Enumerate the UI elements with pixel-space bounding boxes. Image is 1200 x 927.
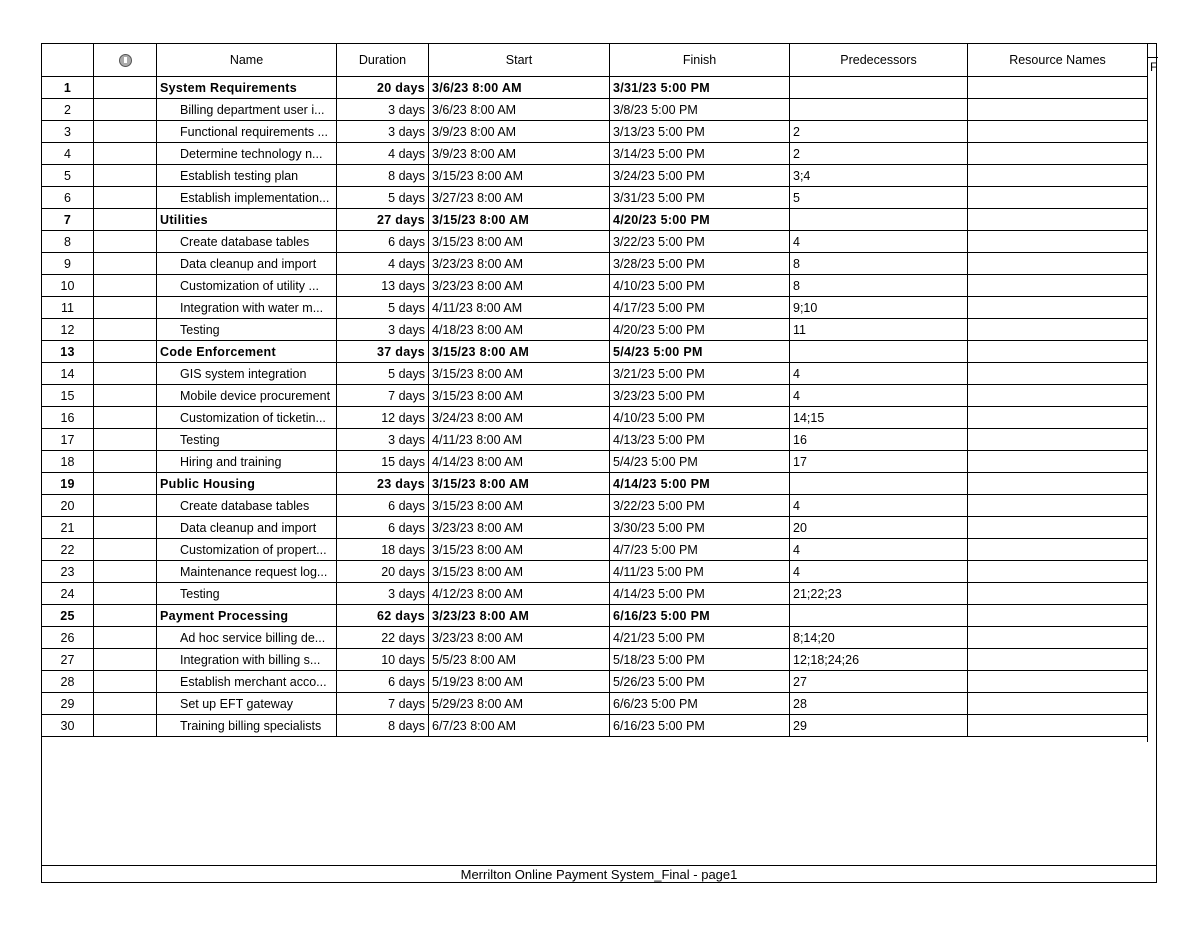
task-duration[interactable]: 20 days — [337, 561, 429, 583]
task-start[interactable]: 5/29/23 8:00 AM — [429, 693, 610, 715]
task-row[interactable] — [42, 671, 1148, 693]
task-resources[interactable] — [968, 187, 1148, 209]
summary-task-row[interactable] — [42, 605, 1148, 627]
task-resources[interactable] — [968, 517, 1148, 539]
task-row[interactable] — [42, 561, 1148, 583]
task-finish[interactable]: 4/20/23 5:00 PM — [610, 209, 790, 231]
task-row[interactable] — [42, 121, 1148, 143]
indicator-cell[interactable] — [94, 385, 157, 407]
task-resources[interactable] — [968, 143, 1148, 165]
task-duration[interactable]: 4 days — [337, 143, 429, 165]
task-row[interactable] — [42, 429, 1148, 451]
task-duration[interactable]: 37 days — [337, 341, 429, 363]
task-start[interactable]: 3/23/23 8:00 AM — [429, 253, 610, 275]
task-finish[interactable]: 5/4/23 5:00 PM — [610, 341, 790, 363]
task-row[interactable] — [42, 649, 1148, 671]
task-id[interactable]: 19 — [42, 473, 94, 495]
indicator-cell[interactable] — [94, 495, 157, 517]
task-predecessors[interactable]: 16 — [790, 429, 968, 451]
task-row[interactable] — [42, 275, 1148, 297]
task-predecessors[interactable]: 2 — [790, 143, 968, 165]
task-row[interactable] — [42, 143, 1148, 165]
task-name[interactable]: Establish implementation... — [157, 187, 337, 209]
task-name[interactable]: Testing — [157, 583, 337, 605]
task-resources[interactable] — [968, 275, 1148, 297]
task-duration[interactable]: 3 days — [337, 121, 429, 143]
task-resources[interactable] — [968, 671, 1148, 693]
task-duration[interactable]: 3 days — [337, 319, 429, 341]
task-predecessors[interactable]: 14;15 — [790, 407, 968, 429]
task-start[interactable]: 3/15/23 8:00 AM — [429, 385, 610, 407]
header-start[interactable]: Start — [429, 44, 610, 77]
task-finish[interactable]: 3/24/23 5:00 PM — [610, 165, 790, 187]
task-predecessors[interactable] — [790, 77, 968, 99]
task-id[interactable]: 21 — [42, 517, 94, 539]
task-start[interactable]: 4/14/23 8:00 AM — [429, 451, 610, 473]
task-finish[interactable]: 4/13/23 5:00 PM — [610, 429, 790, 451]
task-name[interactable]: Establish merchant acco... — [157, 671, 337, 693]
task-duration[interactable]: 8 days — [337, 715, 429, 737]
next-column-edge — [1147, 75, 1157, 742]
task-resources[interactable] — [968, 561, 1148, 583]
task-finish[interactable]: 4/11/23 5:00 PM — [610, 561, 790, 583]
task-duration[interactable]: 10 days — [337, 649, 429, 671]
task-predecessors[interactable]: 4 — [790, 539, 968, 561]
next-column-letter: F — [1150, 60, 1158, 74]
task-resources[interactable] — [968, 605, 1148, 627]
task-duration[interactable]: 3 days — [337, 583, 429, 605]
task-start[interactable]: 4/11/23 8:00 AM — [429, 429, 610, 451]
task-resources[interactable] — [968, 231, 1148, 253]
task-name[interactable]: GIS system integration — [157, 363, 337, 385]
indicator-cell[interactable] — [94, 539, 157, 561]
task-id[interactable]: 7 — [42, 209, 94, 231]
task-name[interactable]: Hiring and training — [157, 451, 337, 473]
task-predecessors[interactable]: 29 — [790, 715, 968, 737]
task-predecessors[interactable]: 4 — [790, 495, 968, 517]
task-name[interactable]: Determine technology n... — [157, 143, 337, 165]
task-predecessors[interactable]: 5 — [790, 187, 968, 209]
task-name[interactable]: Testing — [157, 319, 337, 341]
indicator-cell[interactable] — [94, 297, 157, 319]
task-id[interactable]: 11 — [42, 297, 94, 319]
summary-task-row[interactable] — [42, 209, 1148, 231]
task-body — [42, 77, 1148, 737]
indicator-cell[interactable] — [94, 583, 157, 605]
task-id[interactable]: 17 — [42, 429, 94, 451]
task-duration[interactable]: 15 days — [337, 451, 429, 473]
task-id[interactable]: 26 — [42, 627, 94, 649]
task-resources[interactable] — [968, 649, 1148, 671]
indicator-cell[interactable] — [94, 275, 157, 297]
task-resources[interactable] — [968, 473, 1148, 495]
task-start[interactable]: 6/7/23 8:00 AM — [429, 715, 610, 737]
indicator-cell[interactable] — [94, 165, 157, 187]
task-row[interactable] — [42, 451, 1148, 473]
task-predecessors[interactable]: 4 — [790, 385, 968, 407]
task-start[interactable]: 3/23/23 8:00 AM — [429, 517, 610, 539]
indicator-cell[interactable] — [94, 209, 157, 231]
indicator-cell[interactable] — [94, 99, 157, 121]
task-start[interactable]: 3/9/23 8:00 AM — [429, 143, 610, 165]
task-resources[interactable] — [968, 539, 1148, 561]
task-row[interactable] — [42, 693, 1148, 715]
task-predecessors[interactable]: 8 — [790, 275, 968, 297]
task-id[interactable]: 10 — [42, 275, 94, 297]
task-resources[interactable] — [968, 209, 1148, 231]
task-duration[interactable]: 7 days — [337, 693, 429, 715]
task-predecessors[interactable] — [790, 99, 968, 121]
task-predecessors[interactable]: 4 — [790, 363, 968, 385]
task-resources[interactable] — [968, 627, 1148, 649]
task-row[interactable] — [42, 297, 1148, 319]
task-duration[interactable]: 5 days — [337, 363, 429, 385]
task-name[interactable]: Training billing specialists — [157, 715, 337, 737]
task-finish[interactable]: 6/16/23 5:00 PM — [610, 605, 790, 627]
task-name[interactable]: Customization of utility ... — [157, 275, 337, 297]
task-resources[interactable] — [968, 429, 1148, 451]
task-duration[interactable]: 6 days — [337, 671, 429, 693]
task-start[interactable]: 5/19/23 8:00 AM — [429, 671, 610, 693]
task-start[interactable]: 3/27/23 8:00 AM — [429, 187, 610, 209]
task-resources[interactable] — [968, 715, 1148, 737]
task-name[interactable]: Create database tables — [157, 495, 337, 517]
indicator-cell[interactable] — [94, 451, 157, 473]
task-finish[interactable]: 4/14/23 5:00 PM — [610, 473, 790, 495]
indicator-cell[interactable] — [94, 319, 157, 341]
task-start[interactable]: 5/5/23 8:00 AM — [429, 649, 610, 671]
task-predecessors[interactable]: 4 — [790, 561, 968, 583]
task-start[interactable]: 3/15/23 8:00 AM — [429, 539, 610, 561]
header-duration[interactable]: Duration — [337, 44, 429, 77]
header-id[interactable] — [42, 44, 94, 77]
indicator-cell[interactable] — [94, 517, 157, 539]
task-predecessors[interactable] — [790, 341, 968, 363]
task-id[interactable]: 12 — [42, 319, 94, 341]
task-duration[interactable]: 3 days — [337, 429, 429, 451]
task-name[interactable]: System Requirements — [157, 77, 337, 99]
task-finish[interactable]: 4/17/23 5:00 PM — [610, 297, 790, 319]
indicator-cell[interactable] — [94, 341, 157, 363]
task-predecessors[interactable]: 17 — [790, 451, 968, 473]
task-predecessors[interactable]: 4 — [790, 231, 968, 253]
summary-task-row[interactable] — [42, 341, 1148, 363]
task-finish[interactable]: 6/6/23 5:00 PM — [610, 693, 790, 715]
indicator-cell[interactable] — [94, 671, 157, 693]
header-predecessors[interactable]: Predecessors — [790, 44, 968, 77]
task-id[interactable]: 29 — [42, 693, 94, 715]
task-name[interactable]: Utilities — [157, 209, 337, 231]
indicator-cell[interactable] — [94, 693, 157, 715]
task-row[interactable] — [42, 319, 1148, 341]
task-predecessors[interactable]: 11 — [790, 319, 968, 341]
task-finish[interactable]: 5/4/23 5:00 PM — [610, 451, 790, 473]
task-row[interactable] — [42, 495, 1148, 517]
task-name[interactable]: Public Housing — [157, 473, 337, 495]
task-finish[interactable]: 3/13/23 5:00 PM — [610, 121, 790, 143]
task-name[interactable]: Mobile device procurement — [157, 385, 337, 407]
task-duration[interactable]: 22 days — [337, 627, 429, 649]
task-table — [41, 43, 1148, 737]
task-duration[interactable]: 27 days — [337, 209, 429, 231]
task-duration[interactable]: 12 days — [337, 407, 429, 429]
task-id[interactable]: 9 — [42, 253, 94, 275]
task-predecessors[interactable] — [790, 605, 968, 627]
task-row[interactable] — [42, 715, 1148, 737]
task-row[interactable] — [42, 165, 1148, 187]
task-finish[interactable]: 4/10/23 5:00 PM — [610, 407, 790, 429]
task-id[interactable]: 22 — [42, 539, 94, 561]
task-finish[interactable]: 3/31/23 5:00 PM — [610, 77, 790, 99]
task-predecessors[interactable]: 2 — [790, 121, 968, 143]
task-start[interactable]: 3/9/23 8:00 AM — [429, 121, 610, 143]
indicator-cell[interactable] — [94, 407, 157, 429]
task-name[interactable]: Create database tables — [157, 231, 337, 253]
task-start[interactable]: 3/23/23 8:00 AM — [429, 275, 610, 297]
task-predecessors[interactable]: 12;18;24;26 — [790, 649, 968, 671]
task-name[interactable]: Customization of propert... — [157, 539, 337, 561]
task-predecessors[interactable]: 8 — [790, 253, 968, 275]
task-resources[interactable] — [968, 451, 1148, 473]
task-duration[interactable]: 62 days — [337, 605, 429, 627]
task-name[interactable]: Functional requirements ... — [157, 121, 337, 143]
task-name[interactable]: Set up EFT gateway — [157, 693, 337, 715]
task-duration[interactable]: 3 days — [337, 99, 429, 121]
task-finish[interactable]: 3/30/23 5:00 PM — [610, 517, 790, 539]
summary-task-row[interactable] — [42, 77, 1148, 99]
indicator-cell[interactable] — [94, 627, 157, 649]
task-duration[interactable]: 6 days — [337, 517, 429, 539]
task-row[interactable] — [42, 517, 1148, 539]
task-name[interactable]: Ad hoc service billing de... — [157, 627, 337, 649]
task-name[interactable]: Data cleanup and import — [157, 517, 337, 539]
task-id[interactable]: 2 — [42, 99, 94, 121]
task-resources[interactable] — [968, 341, 1148, 363]
task-predecessors[interactable] — [790, 473, 968, 495]
task-finish[interactable]: 4/7/23 5:00 PM — [610, 539, 790, 561]
indicator-cell[interactable] — [94, 143, 157, 165]
task-id[interactable]: 3 — [42, 121, 94, 143]
task-start[interactable]: 3/23/23 8:00 AM — [429, 627, 610, 649]
task-duration[interactable]: 5 days — [337, 297, 429, 319]
indicator-cell[interactable] — [94, 253, 157, 275]
task-finish[interactable]: 3/8/23 5:00 PM — [610, 99, 790, 121]
task-name[interactable]: Code Enforcement — [157, 341, 337, 363]
task-finish[interactable]: 5/26/23 5:00 PM — [610, 671, 790, 693]
indicator-cell[interactable] — [94, 605, 157, 627]
task-id[interactable]: 13 — [42, 341, 94, 363]
task-finish[interactable]: 6/16/23 5:00 PM — [610, 715, 790, 737]
task-finish[interactable]: 3/31/23 5:00 PM — [610, 187, 790, 209]
indicator-cell[interactable] — [94, 473, 157, 495]
task-finish[interactable]: 5/18/23 5:00 PM — [610, 649, 790, 671]
task-id[interactable]: 6 — [42, 187, 94, 209]
task-id[interactable]: 14 — [42, 363, 94, 385]
task-duration[interactable]: 7 days — [337, 385, 429, 407]
task-start[interactable]: 3/15/23 8:00 AM — [429, 341, 610, 363]
task-start[interactable]: 3/24/23 8:00 AM — [429, 407, 610, 429]
task-finish[interactable]: 3/22/23 5:00 PM — [610, 231, 790, 253]
task-start[interactable]: 3/15/23 8:00 AM — [429, 495, 610, 517]
task-finish[interactable]: 3/28/23 5:00 PM — [610, 253, 790, 275]
header-resource-names[interactable]: Resource Names — [968, 44, 1148, 77]
task-resources[interactable] — [968, 99, 1148, 121]
header-finish[interactable]: Finish — [610, 44, 790, 77]
task-finish[interactable]: 4/10/23 5:00 PM — [610, 275, 790, 297]
task-name[interactable]: Billing department user i... — [157, 99, 337, 121]
task-start[interactable]: 3/15/23 8:00 AM — [429, 209, 610, 231]
task-resources[interactable] — [968, 693, 1148, 715]
task-row[interactable] — [42, 583, 1148, 605]
task-resources[interactable] — [968, 319, 1148, 341]
info-icon — [119, 54, 132, 67]
task-row[interactable] — [42, 385, 1148, 407]
task-resources[interactable] — [968, 583, 1148, 605]
task-resources[interactable] — [968, 121, 1148, 143]
task-resources[interactable] — [968, 385, 1148, 407]
task-predecessors[interactable] — [790, 209, 968, 231]
task-duration[interactable]: 6 days — [337, 495, 429, 517]
task-start[interactable]: 3/15/23 8:00 AM — [429, 231, 610, 253]
task-finish[interactable]: 4/14/23 5:00 PM — [610, 583, 790, 605]
indicator-cell[interactable] — [94, 649, 157, 671]
indicator-cell[interactable] — [94, 561, 157, 583]
task-duration[interactable]: 5 days — [337, 187, 429, 209]
indicator-cell[interactable] — [94, 77, 157, 99]
task-id[interactable]: 16 — [42, 407, 94, 429]
header-name[interactable]: Name — [157, 44, 337, 77]
task-predecessors[interactable]: 3;4 — [790, 165, 968, 187]
indicator-cell[interactable] — [94, 231, 157, 253]
task-finish[interactable]: 3/14/23 5:00 PM — [610, 143, 790, 165]
task-row[interactable] — [42, 407, 1148, 429]
task-name[interactable]: Integration with water m... — [157, 297, 337, 319]
task-start[interactable]: 3/6/23 8:00 AM — [429, 99, 610, 121]
task-predecessors[interactable]: 28 — [790, 693, 968, 715]
task-predecessors[interactable]: 20 — [790, 517, 968, 539]
task-resources[interactable] — [968, 297, 1148, 319]
task-id[interactable]: 8 — [42, 231, 94, 253]
task-predecessors[interactable]: 9;10 — [790, 297, 968, 319]
task-row[interactable] — [42, 539, 1148, 561]
task-resources[interactable] — [968, 363, 1148, 385]
header-indicators[interactable] — [94, 44, 157, 77]
next-column-stub — [1147, 43, 1157, 75]
task-start[interactable]: 3/15/23 8:00 AM — [429, 473, 610, 495]
task-start[interactable]: 3/15/23 8:00 AM — [429, 561, 610, 583]
task-start[interactable]: 3/6/23 8:00 AM — [429, 77, 610, 99]
task-name[interactable]: Payment Processing — [157, 605, 337, 627]
task-id[interactable]: 23 — [42, 561, 94, 583]
task-resources[interactable] — [968, 165, 1148, 187]
task-predecessors[interactable]: 27 — [790, 671, 968, 693]
task-id[interactable]: 1 — [42, 77, 94, 99]
task-name[interactable]: Integration with billing s... — [157, 649, 337, 671]
task-row[interactable] — [42, 627, 1148, 649]
task-duration[interactable]: 8 days — [337, 165, 429, 187]
task-id[interactable]: 20 — [42, 495, 94, 517]
task-duration[interactable]: 4 days — [337, 253, 429, 275]
task-predecessors[interactable]: 8;14;20 — [790, 627, 968, 649]
page-footer: Merrilton Online Payment System_Final - page1 — [460, 867, 738, 882]
task-id[interactable]: 25 — [42, 605, 94, 627]
task-name[interactable]: Customization of ticketin... — [157, 407, 337, 429]
summary-task-row[interactable] — [42, 473, 1148, 495]
task-row[interactable] — [42, 187, 1148, 209]
task-name[interactable]: Establish testing plan — [157, 165, 337, 187]
task-row[interactable] — [42, 231, 1148, 253]
task-start[interactable]: 3/15/23 8:00 AM — [429, 363, 610, 385]
task-resources[interactable] — [968, 407, 1148, 429]
task-id[interactable]: 18 — [42, 451, 94, 473]
task-row[interactable] — [42, 99, 1148, 121]
task-name[interactable]: Testing — [157, 429, 337, 451]
task-start[interactable]: 3/15/23 8:00 AM — [429, 165, 610, 187]
task-id[interactable]: 27 — [42, 649, 94, 671]
task-finish[interactable]: 3/23/23 5:00 PM — [610, 385, 790, 407]
task-id[interactable]: 24 — [42, 583, 94, 605]
task-resources[interactable] — [968, 77, 1148, 99]
task-duration[interactable]: 13 days — [337, 275, 429, 297]
task-row[interactable] — [42, 363, 1148, 385]
task-resources[interactable] — [968, 495, 1148, 517]
task-name[interactable]: Data cleanup and import — [157, 253, 337, 275]
task-duration[interactable]: 18 days — [337, 539, 429, 561]
task-start[interactable]: 3/23/23 8:00 AM — [429, 605, 610, 627]
task-duration[interactable]: 6 days — [337, 231, 429, 253]
task-id[interactable]: 5 — [42, 165, 94, 187]
indicator-cell[interactable] — [94, 429, 157, 451]
task-finish[interactable]: 3/21/23 5:00 PM — [610, 363, 790, 385]
task-start[interactable]: 4/18/23 8:00 AM — [429, 319, 610, 341]
task-resources[interactable] — [968, 253, 1148, 275]
header-row — [42, 44, 1148, 77]
task-finish[interactable]: 4/21/23 5:00 PM — [610, 627, 790, 649]
task-finish[interactable]: 4/20/23 5:00 PM — [610, 319, 790, 341]
task-name[interactable]: Maintenance request log... — [157, 561, 337, 583]
indicator-cell[interactable] — [94, 121, 157, 143]
task-duration[interactable]: 23 days — [337, 473, 429, 495]
indicator-cell[interactable] — [94, 715, 157, 737]
task-start[interactable]: 4/11/23 8:00 AM — [429, 297, 610, 319]
task-start[interactable]: 4/12/23 8:00 AM — [429, 583, 610, 605]
task-id[interactable]: 15 — [42, 385, 94, 407]
task-id[interactable]: 4 — [42, 143, 94, 165]
task-id[interactable]: 28 — [42, 671, 94, 693]
indicator-cell[interactable] — [94, 363, 157, 385]
task-id[interactable]: 30 — [42, 715, 94, 737]
task-duration[interactable]: 20 days — [337, 77, 429, 99]
task-predecessors[interactable]: 21;22;23 — [790, 583, 968, 605]
task-finish[interactable]: 3/22/23 5:00 PM — [610, 495, 790, 517]
indicator-cell[interactable] — [94, 187, 157, 209]
task-row[interactable] — [42, 253, 1148, 275]
